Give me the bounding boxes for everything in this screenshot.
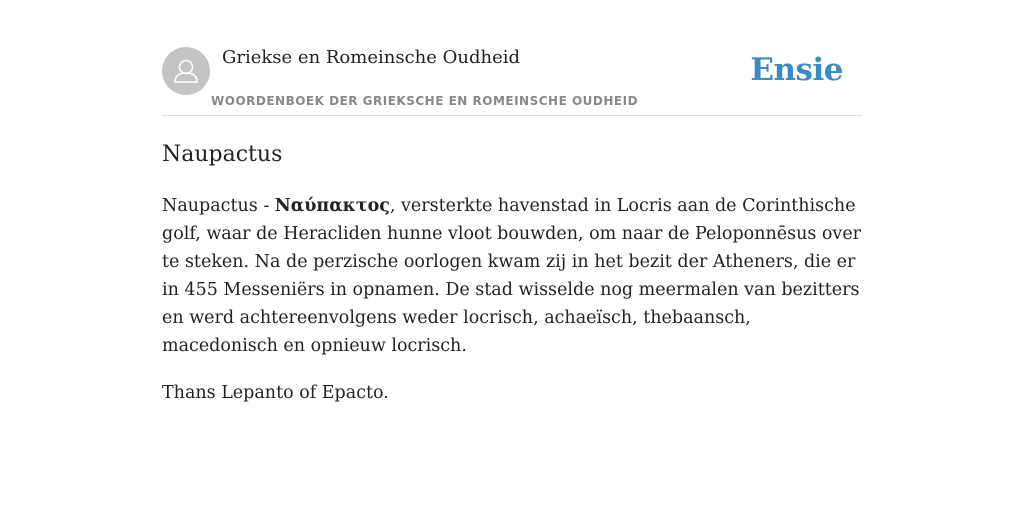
entry-note: Thans Lepanto of Epacto. [162, 383, 389, 403]
entry-term: Naupactus [162, 196, 258, 216]
brand-logo[interactable]: Ensie [750, 52, 843, 88]
term-separator: - [257, 196, 275, 216]
greek-term: Ναύπακτος [274, 196, 390, 216]
source-subtitle: WOORDENBOEK DER GRIEKSCHE EN ROMEINSCHE OUDHEID [211, 94, 639, 108]
entry-body [162, 192, 862, 360]
source-title[interactable]: Griekse en Romeinsche Oudheid [222, 47, 521, 68]
entry-title: Naupactus [162, 142, 283, 167]
page-header [162, 46, 862, 116]
user-icon[interactable] [162, 47, 210, 95]
entry-description: , versterkte havenstad in Locris aan de Corinthische golf, waar de Heracliden hunne vloot bouwden, om naar de Peloponnēsus over te steken. Na de perzische oorlogen kwam zij in het bezit der Atheners, die er in 455 Messeniërs in opnamen. De stad wisselde nog meermalen van bezitters en werd achtereenvolgens weder locrisch, achaeïsch, thebaansch, macedonisch en opnieuw locrisch. [162, 196, 862, 356]
